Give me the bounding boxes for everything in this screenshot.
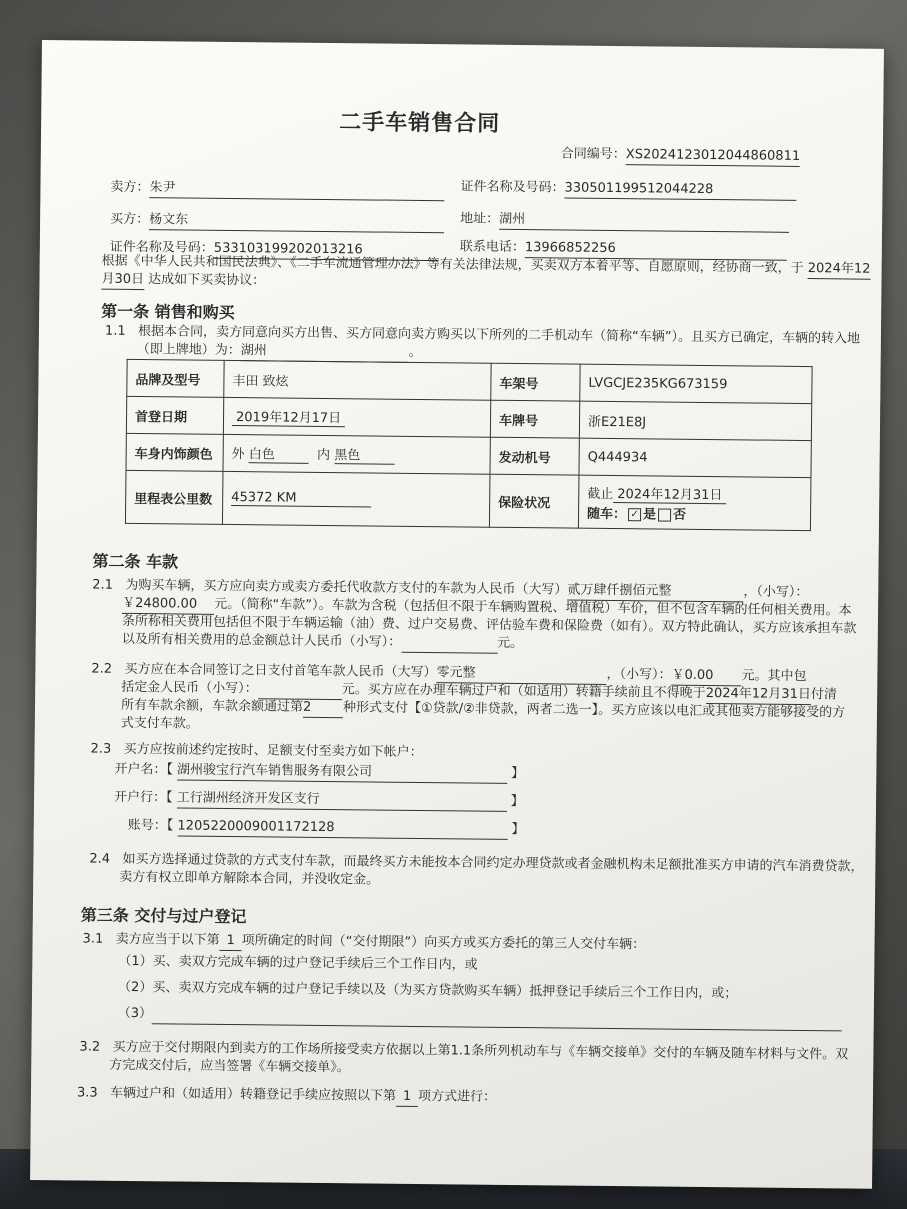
seller-label: 卖方： (110, 179, 150, 196)
clause-text: 元。（简称“车款”）。车款为含税（包括但不限于车辆购置税、增值税）车价，但不包含车辆的任何相关费用。本 (214, 596, 852, 619)
down-payment-capital: 零元整 (436, 664, 606, 685)
buyer-id-value: 533103199202013216 (214, 240, 439, 261)
clause-3-1-item-3 (118, 1005, 842, 1032)
clause-number: 3.2 (79, 1039, 101, 1055)
interior-prefix: 内 (317, 447, 331, 464)
insurance-until: 2024年12月31日 (613, 483, 726, 504)
mileage-label: 里程表公里数 (125, 470, 223, 524)
clause-2-1-line-4 (122, 631, 524, 654)
clause-text: 括定金人民币（小写）： (121, 679, 258, 697)
clause-number: 3.3 (76, 1085, 98, 1101)
clause-text: 元。 (497, 635, 524, 652)
clause-1-1-line-2: （即上牌地）为：湖州 。 (137, 341, 422, 363)
bank-row: 开户行：【 工行湖州经济开发区支行 】 (114, 789, 524, 812)
page-title: 二手车销售合同 (339, 110, 501, 137)
clause-2-3-line-1 (90, 741, 422, 762)
account-name-row: 开户名：【 湖州骏宝行汽车销售服务有限公司 】 (114, 761, 524, 784)
mileage-value: 45372 KM (231, 490, 371, 507)
account-name-value: 湖州骏宝行汽车销售服务有限公司 (177, 761, 507, 783)
clause-2-2-line-4: 式支付车款。 (120, 715, 199, 732)
clause-text: 如买方选择通过贷款的方式支付车款，而最终买方未能按本合同约定办理贷款或者金融机构未足额批准买方申请的汽车消费贷款， (122, 851, 864, 875)
clause-number: 1.1 (104, 323, 126, 339)
registration-date-cell (223, 397, 490, 437)
preamble-line-2 (101, 271, 265, 292)
clause-text: ，（小写）： (743, 584, 809, 601)
clause-3-1-item-2: （2）买、卖双方完成车辆的过户登记手续以及（为买方贷款购买车辆）抵押登记手续后三个工作日内，或； (118, 979, 738, 1002)
clause-3-3-line-1 (77, 1084, 496, 1107)
clause-3-1-line-1 (82, 930, 645, 955)
clause-text: 买方应于交付期限内到卖方的工作场所接受卖方依据以上第1.1条所列机动车与《车辆交接单》交付的车辆及随车材料与文件。双 (112, 1039, 849, 1063)
clause-text: （3） (117, 1005, 153, 1022)
exterior-color: 白色 (249, 443, 309, 464)
contract-number (561, 145, 801, 167)
buyer-phone-value: 13966852256 (525, 239, 787, 261)
clause-2-4-line-2: 卖方有权立即单方解除本合同，并没收定金。 (119, 869, 380, 888)
brand-value: 丰田 致炫 (224, 360, 491, 400)
vin-label: 车架号 (491, 363, 580, 401)
clause-3-2-line-2: 方完成交付后，应当签署《车辆交接单》。 (109, 1057, 350, 1076)
buyer-row (110, 211, 444, 233)
payment-method-number: 2 (303, 699, 343, 718)
seller-id-label: 证件名称及号码： (460, 179, 565, 196)
vehicle-info-table (125, 359, 813, 531)
checkbox-no[interactable] (658, 508, 671, 521)
buyer-address-value: 湖州 (499, 211, 789, 233)
buyer-phone-label: 联系电话： (459, 239, 525, 256)
article-3-heading: 第三条 交付与过户登记 (80, 905, 247, 927)
plate-label: 车牌号 (490, 400, 579, 438)
exterior-prefix: 外 (231, 447, 245, 463)
clause-text: 所有车款余额，车款余额通过第 (120, 697, 304, 715)
article-2-heading: 第二条 车款 (92, 551, 179, 572)
registration-place: 湖州 (241, 342, 409, 363)
engine-value: Q444934 (579, 438, 811, 477)
clause-2-1-line-3: 条所称相关费用包括但不限于车辆运输（油）费、过户交易费、评估验车费和保险费（如有）。双方特此确认，买方应该承担车款 (121, 613, 857, 637)
bank-value: 工行湖州经济开发区支行 (177, 789, 507, 811)
buyer-name: 杨文东 (149, 211, 444, 233)
clause-text: 买方应在本合同签订之日支付首笔车款人民币（大写） (124, 661, 437, 681)
bank-label: 开户行： (113, 789, 167, 806)
clause-text: 项方式进行： (417, 1088, 497, 1105)
account-number-label: 账号： (127, 817, 167, 834)
clause-number: 2.3 (90, 741, 112, 757)
insurance-label: 保险状况 (489, 474, 579, 528)
clause-number: 2.1 (92, 577, 114, 593)
clause-3-1-item-1: （1）买、卖双方完成车辆的过户登记手续后三个工作日内，或 (118, 953, 478, 973)
plate-value: 浙E21E8J (579, 401, 811, 440)
clause-text: ，（小写）： (606, 666, 672, 683)
buyer-label: 买方： (110, 211, 150, 228)
contract-number-value: XS2024123012044860811 (626, 146, 801, 167)
clause-text: 车辆过户和（如适用）转籍登记手续应按照以下第 (109, 1085, 397, 1104)
clause-number: 3.1 (82, 931, 104, 947)
insurance-with-car: 随车： (586, 506, 627, 522)
interior-color: 黑色 (334, 444, 394, 465)
color-label: 车身内饰颜色 (126, 433, 223, 471)
price-amount: ￥24800.00 (122, 595, 214, 615)
clause-text: 为购买车辆，买方应向卖方或卖方委托代收款方支付的车款为人民币（大写） (125, 577, 568, 598)
table-row (125, 470, 811, 530)
clause-text: 以及所有相关费用的总金额总计人民币（小写）： (121, 631, 402, 650)
registration-date-label: 首登日期 (126, 396, 223, 434)
buyer-id-label: 证件名称及号码： (109, 239, 214, 256)
buyer-address-row (460, 210, 789, 232)
preamble-date-a: 2024年12 (808, 260, 871, 280)
article-1-heading: 第一条 销售和购买 (101, 301, 235, 323)
contract-page (30, 40, 884, 1189)
clause-text: 项所确定的时间（“交付期限”）向买方或买方委托的第三人交付车辆： (241, 933, 646, 953)
clause-text: 买方应按前述约定按时、足额支付至卖方如下帐户： (123, 741, 423, 761)
clause-number: 2.4 (89, 851, 111, 867)
price-capital: 贰万肆仟捌佰元整 (567, 582, 743, 603)
clause-number: 2.2 (91, 661, 113, 677)
seller-id-value: 330501199512044228 (564, 179, 796, 200)
account-name-label: 开户名： (114, 761, 167, 778)
preamble-date-b: 月30日 (101, 271, 144, 290)
delivery-option-number: 1 (220, 932, 242, 951)
transfer-option-number: 1 (396, 1088, 418, 1107)
clause-text: 种形式支付【①贷款/②非贷款，两者二选一】。买方应该以电汇或其他卖方能够接受的方 (342, 700, 846, 721)
registration-date-value: 2019年12月17日 (232, 406, 345, 427)
checkbox-yes[interactable]: ✓ (628, 508, 641, 521)
checkbox-yes-label: 是 (643, 506, 657, 522)
clause-text: 元。买方应在办理车辆过户和（如适用）转籍手续前且不得晚于 (341, 682, 706, 701)
down-payment-amount: ￥0.00 (671, 667, 741, 687)
seller-id-row (460, 178, 796, 201)
clause-text: 元。其中包 (741, 668, 807, 685)
brand-label: 品牌及型号 (127, 359, 224, 397)
vin-value: LVGCJE235KG673159 (580, 364, 812, 403)
clause-text: （即上牌地）为： (136, 342, 241, 359)
account-number-row: 账号：【 1205220009001172128 】 (128, 817, 525, 840)
insurance-cell (578, 475, 811, 530)
clause-text: 卖方应当于以下第 (115, 931, 220, 948)
insurance-until-prefix: 截止 (587, 486, 614, 502)
payment-deadline: 2024年12月31日 (706, 685, 811, 705)
contract-number-label: 合同编号： (560, 146, 626, 163)
seller-name: 朱尹 (149, 179, 444, 201)
buyer-address-label: 地址： (460, 211, 500, 227)
checkbox-no-label: 否 (673, 507, 687, 523)
account-number-value: 1205220009001172128 (177, 817, 507, 839)
clause-text: 付清 (810, 687, 837, 703)
color-cell (223, 434, 490, 474)
preamble-text-2: 达成如下买卖协议： (148, 272, 266, 289)
clause-text: 根据本合同，卖方同意向买方出售、买方同意向卖方购买以下所列的二手机动车（简称“车辆”）。且买方已确定，车辆的转入地 (137, 324, 861, 347)
engine-label: 发动机号 (490, 437, 579, 475)
seller-row (110, 179, 444, 201)
mileage-cell (222, 471, 490, 527)
preamble-text: 根据《中华人民共和国民法典》、《二手车流通管理办法》等有关法律法规，买卖双方本着平等、自愿原则，经协商一致，于 (101, 253, 804, 276)
